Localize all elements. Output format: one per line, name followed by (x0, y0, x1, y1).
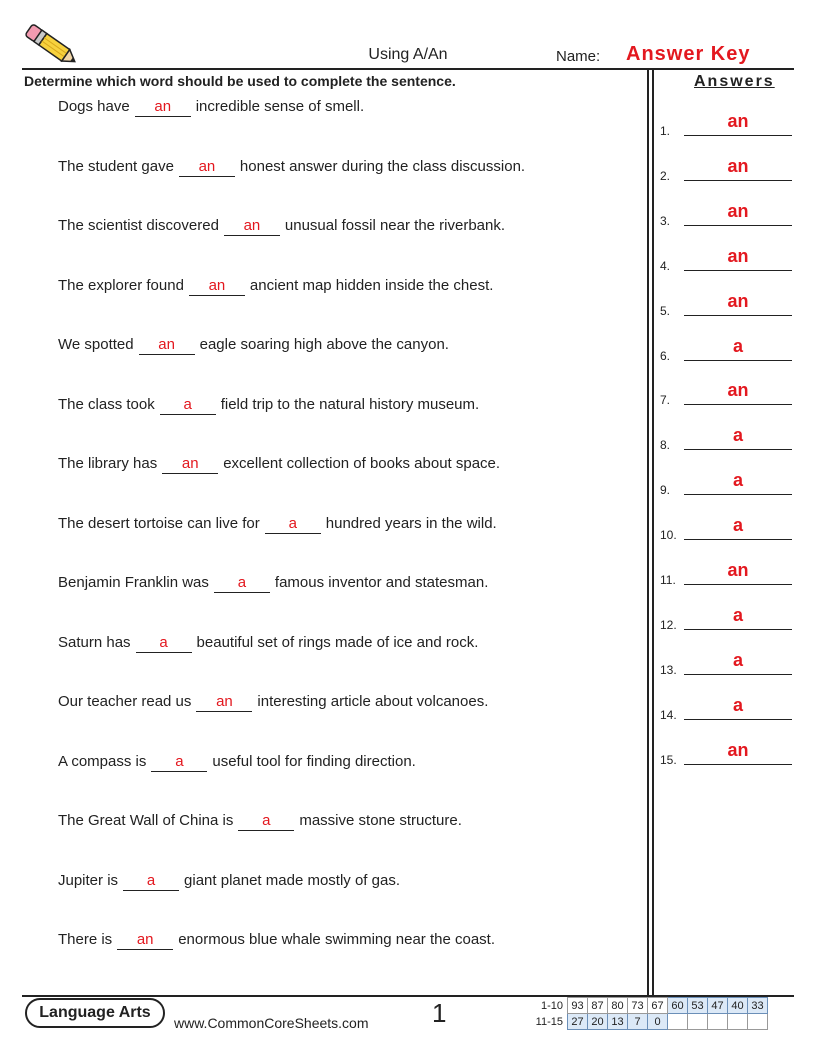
answer-blank[interactable]: a (151, 753, 207, 772)
score-cell: 53 (688, 998, 708, 1014)
name-label: Name: (556, 48, 601, 65)
answer-value[interactable]: an (727, 380, 749, 401)
question-text (58, 693, 488, 712)
question-text (58, 872, 400, 891)
answer-value[interactable]: an (727, 560, 749, 580)
question-row (0, 931, 640, 955)
answer-number: 12. (660, 617, 677, 632)
question-after: useful tool for finding direction. (212, 752, 416, 770)
score-cell-empty (708, 1014, 728, 1030)
question-before: Jupiter is (58, 871, 119, 889)
score-cell: 13 (608, 1014, 628, 1030)
answer-value[interactable]: a (732, 694, 743, 715)
answer-key-row (660, 604, 792, 632)
question-row (0, 574, 640, 598)
answer-blank[interactable]: an (117, 931, 173, 950)
answer-blank[interactable]: a (238, 812, 294, 831)
answer-number: 3. (660, 213, 671, 228)
answer-blank[interactable]: a (136, 634, 192, 653)
worksheet-title: Using A/An (368, 46, 448, 63)
subject-badge: Language Arts (25, 998, 165, 1028)
question-row (0, 812, 640, 836)
question-before: Our teacher read us (58, 693, 192, 710)
score-cell: 20 (588, 1014, 608, 1030)
score-cell: 80 (608, 998, 628, 1014)
score-cell: 0 (648, 1014, 668, 1030)
question-after: giant planet made mostly of gas. (184, 871, 400, 889)
answer-line (684, 584, 792, 585)
answer-line (684, 674, 792, 675)
answer-number: 5. (660, 303, 671, 318)
answer-key-label: Answer Key (626, 43, 751, 65)
answer-blank[interactable]: an (224, 217, 280, 236)
answer-line (684, 539, 792, 540)
answer-number: 1. (660, 124, 671, 138)
score-cell: 27 (568, 1014, 588, 1030)
question-text (58, 753, 416, 772)
question-row (0, 158, 640, 182)
answer-line (684, 225, 792, 226)
answer-key-row (660, 560, 792, 587)
answer-key-row (660, 380, 792, 408)
question-before: Dogs have (58, 98, 130, 115)
answer-number: 2. (660, 168, 671, 183)
answer-blank[interactable]: an (179, 158, 235, 177)
question-text (58, 455, 500, 474)
score-cell: 33 (748, 998, 768, 1014)
answer-line (684, 404, 792, 405)
answer-value[interactable]: a (732, 649, 743, 670)
question-text (58, 277, 493, 296)
instructions: Determine which word should be used to complete the sentence. (24, 73, 456, 89)
score-cell: 7 (628, 1014, 648, 1030)
header-divider (22, 68, 794, 70)
answer-value[interactable]: an (727, 245, 749, 266)
answer-number: 15. (660, 752, 677, 767)
answer-blank[interactable]: a (123, 872, 179, 891)
question-before: The class took (58, 395, 155, 413)
score-cell: 40 (728, 998, 748, 1014)
answer-line (684, 764, 792, 765)
score-row (531, 1014, 768, 1030)
question-after: interesting article about volcanoes. (257, 693, 489, 710)
answer-number: 10. (660, 528, 677, 543)
answers-heading: Answers (694, 73, 775, 90)
answer-value[interactable]: a (732, 335, 743, 356)
question-row (0, 693, 640, 717)
question-after: hundred years in the wild. (325, 514, 497, 532)
question-before: The library has (58, 455, 158, 472)
question-text (58, 574, 488, 593)
answer-line (684, 494, 792, 495)
question-row (0, 872, 640, 896)
question-before: The Great Wall of China is (58, 812, 234, 829)
answer-value[interactable]: an (727, 200, 749, 221)
question-text (58, 634, 478, 653)
answer-key-row (660, 694, 792, 722)
question-row (0, 753, 640, 777)
answer-key-row (660, 649, 792, 677)
answer-number: 13. (660, 662, 677, 677)
answer-number: 9. (660, 483, 671, 498)
score-row-label: 11-15 (535, 1015, 563, 1028)
answer-key-row (660, 245, 792, 273)
question-after: field trip to the natural history museum. (220, 395, 480, 413)
question-text (58, 158, 525, 177)
score-table (531, 997, 768, 1030)
question-before: We spotted (58, 336, 134, 353)
answer-blank[interactable]: a (160, 396, 216, 415)
question-text (58, 98, 364, 117)
answer-number: 11. (660, 573, 676, 587)
question-row (0, 336, 640, 360)
question-after: enormous blue whale swimming near the coast. (178, 931, 496, 948)
answer-line (684, 180, 792, 181)
question-text (58, 515, 497, 534)
answer-line (684, 719, 792, 720)
score-cell: 87 (588, 998, 608, 1014)
answer-key-row (660, 335, 792, 363)
question-row (0, 634, 640, 658)
answer-key-row (660, 200, 792, 228)
score-cell-empty (728, 1014, 748, 1030)
site-url: www.CommonCoreSheets.com (174, 1015, 369, 1031)
answer-line (684, 360, 792, 361)
answer-value[interactable]: an (727, 155, 749, 176)
answer-number: 4. (660, 258, 671, 273)
page-number: 1 (432, 998, 447, 1028)
question-text (58, 336, 449, 355)
answer-value[interactable]: an (727, 290, 749, 311)
answer-line (684, 270, 792, 271)
answer-blank[interactable]: a (214, 574, 270, 593)
score-cell-empty (688, 1014, 708, 1030)
question-before: A compass is (58, 752, 147, 770)
question-text (58, 396, 479, 415)
question-text (58, 812, 462, 831)
answer-value[interactable]: a (732, 515, 743, 536)
answer-number: 6. (660, 348, 671, 363)
answer-number: 7. (660, 393, 671, 408)
question-before: There is (58, 931, 113, 948)
answer-number: 14. (660, 707, 677, 722)
question-before: Benjamin Franklin was (58, 574, 209, 591)
column-divider-left (647, 68, 649, 995)
question-after: eagle soaring high above the canyon. (199, 336, 449, 353)
answer-line (684, 629, 792, 630)
score-cell-empty (668, 1014, 688, 1030)
question-before: The student gave (58, 157, 174, 175)
question-after: honest answer during the class discussion. (239, 157, 526, 175)
score-row (531, 998, 768, 1014)
answer-key-row (660, 111, 792, 138)
answer-value[interactable]: a (732, 470, 743, 491)
score-row-label: 1-10 (540, 999, 563, 1012)
answer-value[interactable]: a (732, 604, 743, 625)
question-before: Saturn has (58, 633, 131, 651)
question-before: The scientist discovered (58, 217, 219, 234)
question-row (0, 396, 640, 420)
answer-key-row (660, 515, 792, 543)
question-after: famous inventor and statesman. (274, 574, 489, 591)
answer-blank[interactable]: a (265, 515, 321, 534)
score-cell: 60 (668, 998, 688, 1014)
answer-value[interactable]: a (732, 425, 743, 446)
answer-key-row (660, 290, 792, 318)
question-row (0, 217, 640, 241)
question-row (0, 455, 640, 479)
question-row (0, 277, 640, 301)
score-cell: 47 (708, 998, 728, 1014)
answer-key-row (660, 155, 792, 183)
question-after: excellent collection of books about space. (223, 455, 501, 472)
answer-line (684, 449, 792, 450)
answer-key-row (660, 739, 792, 767)
answer-blank[interactable]: an (139, 336, 195, 355)
answer-value[interactable]: an (727, 739, 749, 760)
answer-number: 8. (660, 438, 671, 453)
question-row (0, 515, 640, 539)
answer-blank[interactable]: an (196, 693, 252, 712)
question-before: The desert tortoise can live for (58, 514, 260, 532)
score-cell: 93 (568, 998, 588, 1014)
question-before: The explorer found (58, 276, 184, 294)
score-cell: 67 (648, 998, 668, 1014)
answer-key-row (660, 425, 792, 453)
question-after: unusual fossil near the riverbank. (284, 217, 506, 234)
answer-blank[interactable]: an (135, 98, 191, 117)
question-row (0, 98, 640, 122)
question-after: ancient map hidden inside the chest. (249, 276, 494, 294)
question-after: incredible sense of smell. (195, 98, 365, 115)
column-divider-right (652, 68, 654, 995)
question-after: beautiful set of rings made of ice and rock. (196, 633, 479, 651)
question-text (58, 217, 505, 236)
question-text (58, 931, 495, 950)
answer-value[interactable]: an (727, 111, 749, 131)
answer-line (684, 315, 792, 316)
question-after: massive stone structure. (299, 812, 462, 829)
score-cell-empty (748, 1014, 768, 1030)
answer-blank[interactable]: an (162, 455, 218, 474)
answer-line (684, 135, 792, 136)
answer-key-row (660, 470, 792, 498)
answer-blank[interactable]: an (189, 277, 245, 296)
score-cell: 73 (628, 998, 648, 1014)
